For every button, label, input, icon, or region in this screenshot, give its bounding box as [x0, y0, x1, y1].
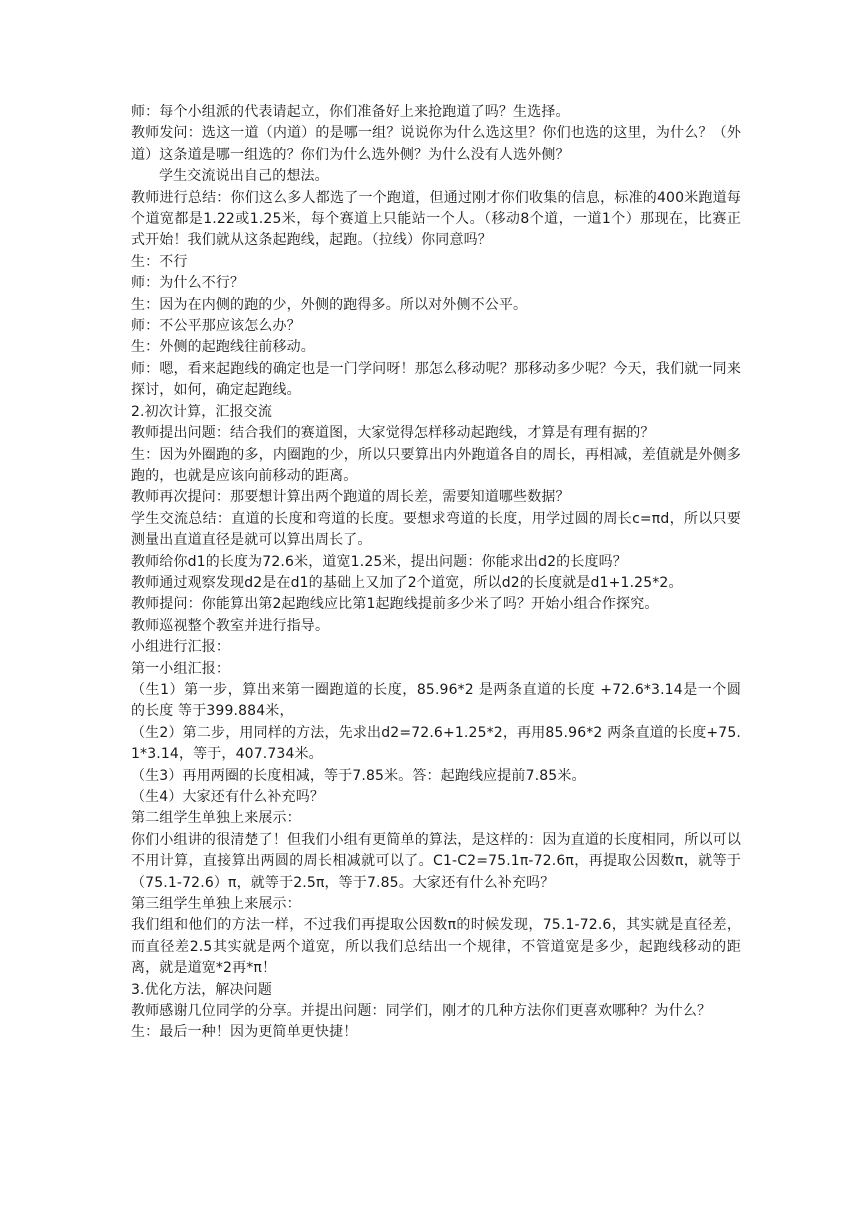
document-body	[131, 102, 741, 1044]
paragraph: 生：因为在内侧的跑的少，外侧的跑得多。所以对外侧不公平。	[131, 296, 528, 313]
paragraph: （生1）第一步，算出来第一圈跑道的长度，85.96*2 是两条直道的长度 +72.6*3.14是一个圆的长度 等于399.884米，	[131, 681, 741, 720]
paragraph: 教师巡视整个教室并进行指导。	[131, 617, 330, 634]
paragraph: 生：因为外圈跑的多，内圈跑的少，所以只要算出内外跑道各自的周长，再相减，差值就是外侧多跑的，也就是应该向前移动的距离。	[131, 446, 741, 484]
paragraph: 生：外侧的起跑线往前移动。	[131, 339, 315, 356]
section-heading: 2.初次计算，汇报交流	[131, 403, 273, 420]
paragraph: 教师提出问题：结合我们的赛道图，大家觉得怎样移动起跑线，才算是有理有据的？	[131, 425, 655, 442]
paragraph: 教师感谢几位同学的分享。并提出问题：同学们，刚才的几种方法你们更喜欢哪种？为什么？	[131, 1003, 712, 1020]
paragraph: 学生交流总结：直道的长度和弯道的长度。要想求弯道的长度，用学过圆的周长c=πd，所以只要测量出直道直径是就可以算出周长了。	[131, 510, 741, 549]
paragraph: 我们组和他们的方法一样，不过我们再提取公因数π的时候发现，75.1-72.6，其实就是直径差，而直径差2.5其实就是两个道宽，所以我们总结出一个规律，不管道宽是多少，起跑线移动的距离，就是道宽*2再*π！	[131, 917, 741, 977]
paragraph: 教师再次提问：那要想计算出两个跑道的周长差，需要知道哪些数据？	[131, 489, 570, 506]
paragraph: 师：嗯，看来起跑线的确定也是一门学问呀！那怎么移动呢？那移动多少呢？今天，我们就一同来探讨，如何，确定起跑线。	[131, 360, 741, 399]
paragraph: 教师提问：你能算出第2起跑线应比第1起跑线提前多少米了吗？开始小组合作探究。	[131, 596, 659, 613]
paragraph: 第一小组汇报：	[131, 660, 231, 677]
paragraph: 师：不公平那应该怎么办？	[131, 318, 301, 335]
paragraph: 教师给你d1的长度为72.6米，道宽1.25米，提出问题：你能求出d2的长度吗？	[131, 553, 627, 570]
paragraph: （生2）第二步，用同样的方法，先求出d2=72.6+1.25*2，再用85.96*2 两条直道的长度+75.1*3.14，等于，407.734米。	[131, 724, 741, 763]
paragraph: 第三组学生单独上来展示：	[131, 896, 301, 913]
paragraph: （生4）大家还有什么补充吗？	[131, 789, 325, 805]
paragraph: 教师进行总结：你们这么多人都选了一个跑道，但通过刚才你们收集的信息，标准的400米跑道每个道宽都是1.22或1.25米，每个赛道上只能站一个人。（移动8个道，一道1个）那现在，比赛正式开始！我们就从这条起跑线，起跑。（拉线）你同意吗？	[131, 189, 741, 249]
paragraph: 学生交流说出自己的想法。	[159, 168, 329, 185]
paragraph: 教师发问：选这一道（内道）的是哪一组？说说你为什么选这里？你们也选的这里，为什么？（外道）这条道是哪一组选的？你们为什么选外侧？为什么没有人选外侧？	[131, 125, 741, 163]
paragraph: 师：每个小组派的代表请起立，你们准备好上来抢跑道了吗？生选择。	[131, 104, 570, 120]
paragraph: 生：不行	[131, 253, 188, 270]
paragraph: 师：为什么不行？	[131, 275, 245, 292]
paragraph: 教师通过观察发现d2是在d1的基础上又加了2个道宽，所以d2的长度就是d1+1.25*2。	[131, 574, 683, 591]
paragraph: 你们小组讲的很清楚了！但我们小组有更简单的算法，是这样的：因为直道的长度相同，所以可以不用计算，直接算出两圆的周长相减就可以了。C1-C2=75.1π-72.6π，再提取公因数π，就等于（75.1-72.6）π，就等于2.5π，等于7.85。大家还有什么补充吗？	[131, 831, 741, 891]
section-heading: 3.优化方法，解决问题	[131, 981, 273, 998]
paragraph: 小组进行汇报：	[131, 639, 231, 656]
paragraph: 生：最后一种！因为更简单更快捷！	[131, 1024, 358, 1041]
paragraph: 第二组学生单独上来展示：	[131, 810, 301, 827]
paragraph: （生3）再用两圈的长度相减，等于7.85米。答：起跑线应提前7.85米。	[131, 767, 586, 784]
